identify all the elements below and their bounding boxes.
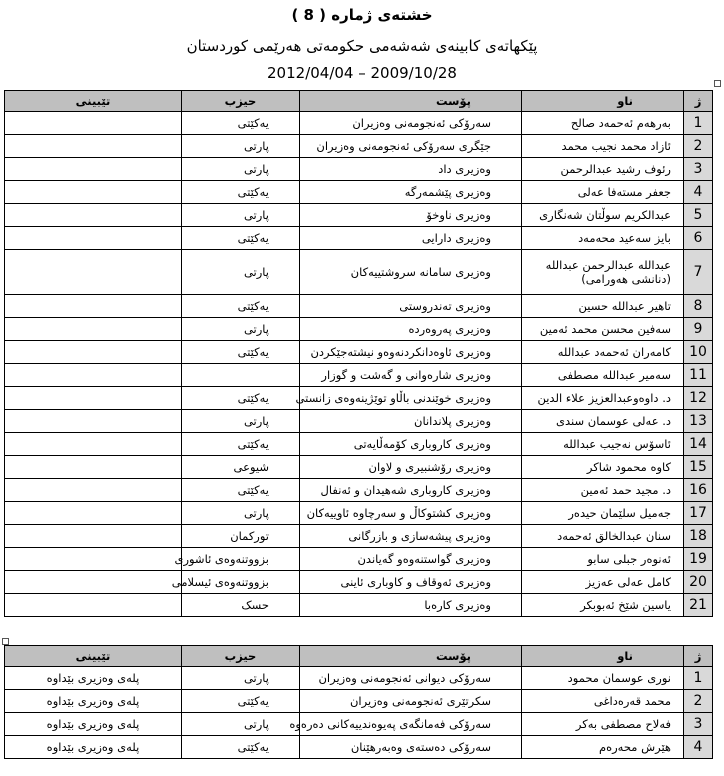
row-name-line: کاوە محمود شاکر [586,460,671,474]
row-name [522,364,684,387]
row-name [522,456,684,479]
row-name-line: جعفر مستەفا عەلی [577,185,671,199]
row-party: یەکێتی [182,433,300,456]
row-number: 21 [684,594,713,617]
row-number: 13 [684,410,713,433]
row-name [522,204,684,227]
row-name [522,548,684,571]
row-name [522,433,684,456]
row-party: بزووتنەوەی ئاشوری [182,548,300,571]
row-name-line: سنان عبدالخالق ئەحمەد [557,529,671,543]
row-name-line: عبدالله عبدالرحمن عبدالله [545,258,671,272]
row-number: 1 [684,112,713,135]
row-note [5,456,182,479]
row-post: سەرۆکی فەمانگەی پەیوەندییەکانی دەرەوە [300,713,522,736]
row-note [5,181,182,204]
table-row [5,736,713,759]
table-header-row [5,646,713,667]
row-name-line: ئازاد محمد نجیب محمد [561,139,671,153]
row-party: یەکێتی [182,181,300,204]
row-number: 12 [684,387,713,410]
row-name [522,341,684,364]
row-name [522,318,684,341]
table-row [5,341,713,364]
row-party: یەکێتی [182,387,300,410]
row-name-line: جەمیل سلێمان حیدەر [568,506,671,520]
row-post: وەزیری کارەبا [300,594,522,617]
row-party: بزووتنەوەی ئیسلامی [182,571,300,594]
row-number: 16 [684,479,713,502]
table-row [5,594,713,617]
row-number: 20 [684,571,713,594]
row-post: سکرتێری ئەنجومەنی وەزیران [300,690,522,713]
table-row [5,713,713,736]
row-name-line: بەرهەم ئەحمەد صالح [570,116,671,130]
row-name [522,713,684,736]
row-number: 19 [684,548,713,571]
row-number: 4 [684,736,713,759]
table-row [5,690,713,713]
row-note [5,548,182,571]
row-name-line: بایز سەعید محەمەد [578,231,671,245]
row-note [5,525,182,548]
row-name-line: عبدالکریم سوڵتان شەنگاری [539,208,671,222]
row-post: وەزیری تەندروستی [300,295,522,318]
cabinet-table [4,90,713,617]
row-name [522,736,684,759]
table-row [5,456,713,479]
header-num: ژ [684,91,713,112]
row-name-line: ئەنوەر جبلی سابو [587,552,671,566]
table-row [5,318,713,341]
table-row [5,227,713,250]
row-number: 15 [684,456,713,479]
row-number: 2 [684,690,713,713]
row-number: 5 [684,204,713,227]
row-note: پلەی وەزیری بێداوە [5,713,182,736]
row-party: پارتی [182,158,300,181]
table-row [5,135,713,158]
row-note [5,594,182,617]
row-number: 1 [684,667,713,690]
row-post: وەزیری کاروباری کۆمەڵایەتی [300,433,522,456]
table-row [5,410,713,433]
table-subtitle: پێکهاتەی کابینەی شەشەمی حکومەتی هەرێمی کوردستان [186,37,538,55]
row-party: پارتی [182,667,300,690]
header-name: ناو [522,91,684,112]
row-post: سەرۆکی ئەنجومەنی وەزیران [300,112,522,135]
row-note: پلەی وەزیری بێداوە [5,667,182,690]
row-name-line: نوری عوسمان محمود [567,671,671,685]
table-row [5,502,713,525]
table-row [5,433,713,456]
row-note: پلەی وەزیری بێداوە [5,736,182,759]
table-row [5,387,713,410]
row-note [5,364,182,387]
row-post: وەزیری کاروباری شەهیدان و ئەنفال [300,479,522,502]
row-name-line: کامەران ئەحمەد عبدالله [557,345,671,359]
row-number: 6 [684,227,713,250]
row-party: پارتی [182,410,300,433]
row-number: 3 [684,158,713,181]
header-note: تێبینی [5,91,182,112]
row-party: پارتی [182,204,300,227]
row-number: 4 [684,181,713,204]
row-post: وەزیری داد [300,158,522,181]
row-post: وەزیری دارایی [300,227,522,250]
row-name-line: هێرش محەرەم [598,740,671,754]
row-number: 10 [684,341,713,364]
row-number: 3 [684,713,713,736]
row-party: یەکێتی [182,341,300,364]
table-row [5,204,713,227]
table-row [5,295,713,318]
row-name [522,295,684,318]
row-note [5,341,182,364]
table-header-row [5,91,713,112]
table-row [5,667,713,690]
row-post: وەزیری ئەوقاف و کاوباری ئاینی [300,571,522,594]
row-name [522,135,684,158]
row-post: جێگری سەرۆکی ئەنجومەنی وەزیران [300,135,522,158]
row-name-line: د. مجید حمد ئەمین [580,483,671,497]
row-name-line: د. عەلی عوسمان سندی [555,414,671,428]
table-row [5,479,713,502]
row-note [5,227,182,250]
date-range: 2012/04/04 – 2009/10/28 [267,64,457,82]
row-note [5,204,182,227]
row-name [522,525,684,548]
row-name-line: د. داوەوعبدالعزیز علاء الدین [537,391,671,405]
row-name-line: سەمیر عبدالله مصطفی [557,368,671,382]
row-name-line: کامل عەلی عەزیز [585,575,671,589]
row-name-line: تاهیر عبدالله حسین [578,299,671,313]
row-number: 14 [684,433,713,456]
row-party: تورکمان [182,525,300,548]
header-note: تێبینی [5,646,182,667]
table-row [5,158,713,181]
row-party: پارتی [182,135,300,158]
row-party: یەکێتی [182,736,300,759]
row-post: سەرۆکی دیوانی ئەنجومەنی وەزیران [300,667,522,690]
table-row [5,112,713,135]
header-party: حیزب [182,91,300,112]
row-note [5,502,182,525]
header-post: پۆست [300,646,522,667]
row-note [5,318,182,341]
row-note [5,250,182,295]
row-note [5,433,182,456]
secretariat-table [4,645,713,759]
row-note [5,571,182,594]
row-note [5,295,182,318]
row-party: پارتی [182,250,300,295]
row-name-line: ئاسۆس نەجیب عبدالله [563,437,671,451]
row-party: یەکێتی [182,479,300,502]
row-post: وەزیری پیشەسازی و بازرگانی [300,525,522,548]
row-post: وەزیری پلاندانان [300,410,522,433]
row-post: وەزیری رۆشنبیری و لاوان [300,456,522,479]
row-name [522,690,684,713]
row-note [5,387,182,410]
row-number: 18 [684,525,713,548]
row-number: 9 [684,318,713,341]
row-post: وەزیری پەروەردە [300,318,522,341]
row-name [522,571,684,594]
row-party: پارتی [182,713,300,736]
row-name [522,410,684,433]
row-post: وەزیری خوێندنی باڵاو توێژینەوەی زانستی [300,387,522,410]
row-post: وەزیری گواستنەوەو گەیاندن [300,548,522,571]
row-name [522,387,684,410]
table-row [5,250,713,295]
row-name [522,479,684,502]
row-name-line: یاسین شێخ ئەبوبکر [580,598,671,612]
table-anchor-marker [2,638,9,645]
row-name [522,594,684,617]
row-post: وەزیری شارەوانی و گەشت و گوزار [300,364,522,387]
table-row [5,548,713,571]
row-note [5,112,182,135]
row-post: وەزیری سامانە سروشتییەکان [300,250,522,295]
row-name [522,158,684,181]
row-number: 2 [684,135,713,158]
row-note: پلەی وەزیری بێداوە [5,690,182,713]
row-party: یەکێتی [182,112,300,135]
row-post: وەزیری ناوخۆ [300,204,522,227]
row-party [182,364,300,387]
row-note [5,479,182,502]
row-name [522,250,684,295]
header-name: ناو [522,646,684,667]
row-party: یەکێتی [182,690,300,713]
header-post: پۆست [300,91,522,112]
row-post: وەزیری ئاوەدانکردنەوەو نیشتەجێکردن [300,341,522,364]
row-name-line: فەلاح مصطفی بەکر [575,717,671,731]
row-number: 11 [684,364,713,387]
row-name-line: سەفین محسن محمد ئەمین [539,322,671,336]
row-post: وەزیری پێشمەرگە [300,181,522,204]
row-party: یەکێتی [182,227,300,250]
row-party: حسک [182,594,300,617]
table-row [5,181,713,204]
row-name [522,112,684,135]
row-note [5,135,182,158]
row-party: پارتی [182,318,300,341]
row-name [522,227,684,250]
row-post: سەرۆکی دەستەی وەبەرهێنان [300,736,522,759]
table-title: خشتەی ژمارە ( 8 ) [291,6,433,24]
row-name [522,502,684,525]
row-name-line: رئوف رشید عبدالرحمن [560,162,671,176]
row-party: شیوعی [182,456,300,479]
row-name-alias: (دنانشی هەورامی) [581,272,671,286]
row-party: یەکێتی [182,295,300,318]
header-party: حیزب [182,646,300,667]
row-number: 7 [684,250,713,295]
row-post: وەزیری کشتوکاڵ و سەرچاوە ئاوییەکان [300,502,522,525]
row-note [5,158,182,181]
table-row [5,571,713,594]
table-row [5,525,713,548]
header-num: ژ [684,646,713,667]
row-number: 8 [684,295,713,318]
table-anchor-marker [714,80,721,87]
table-row [5,364,713,387]
row-note [5,410,182,433]
row-name [522,667,684,690]
row-number: 17 [684,502,713,525]
row-name-line: محمد قەرەداغی [593,694,671,708]
row-name [522,181,684,204]
row-party: پارتی [182,502,300,525]
